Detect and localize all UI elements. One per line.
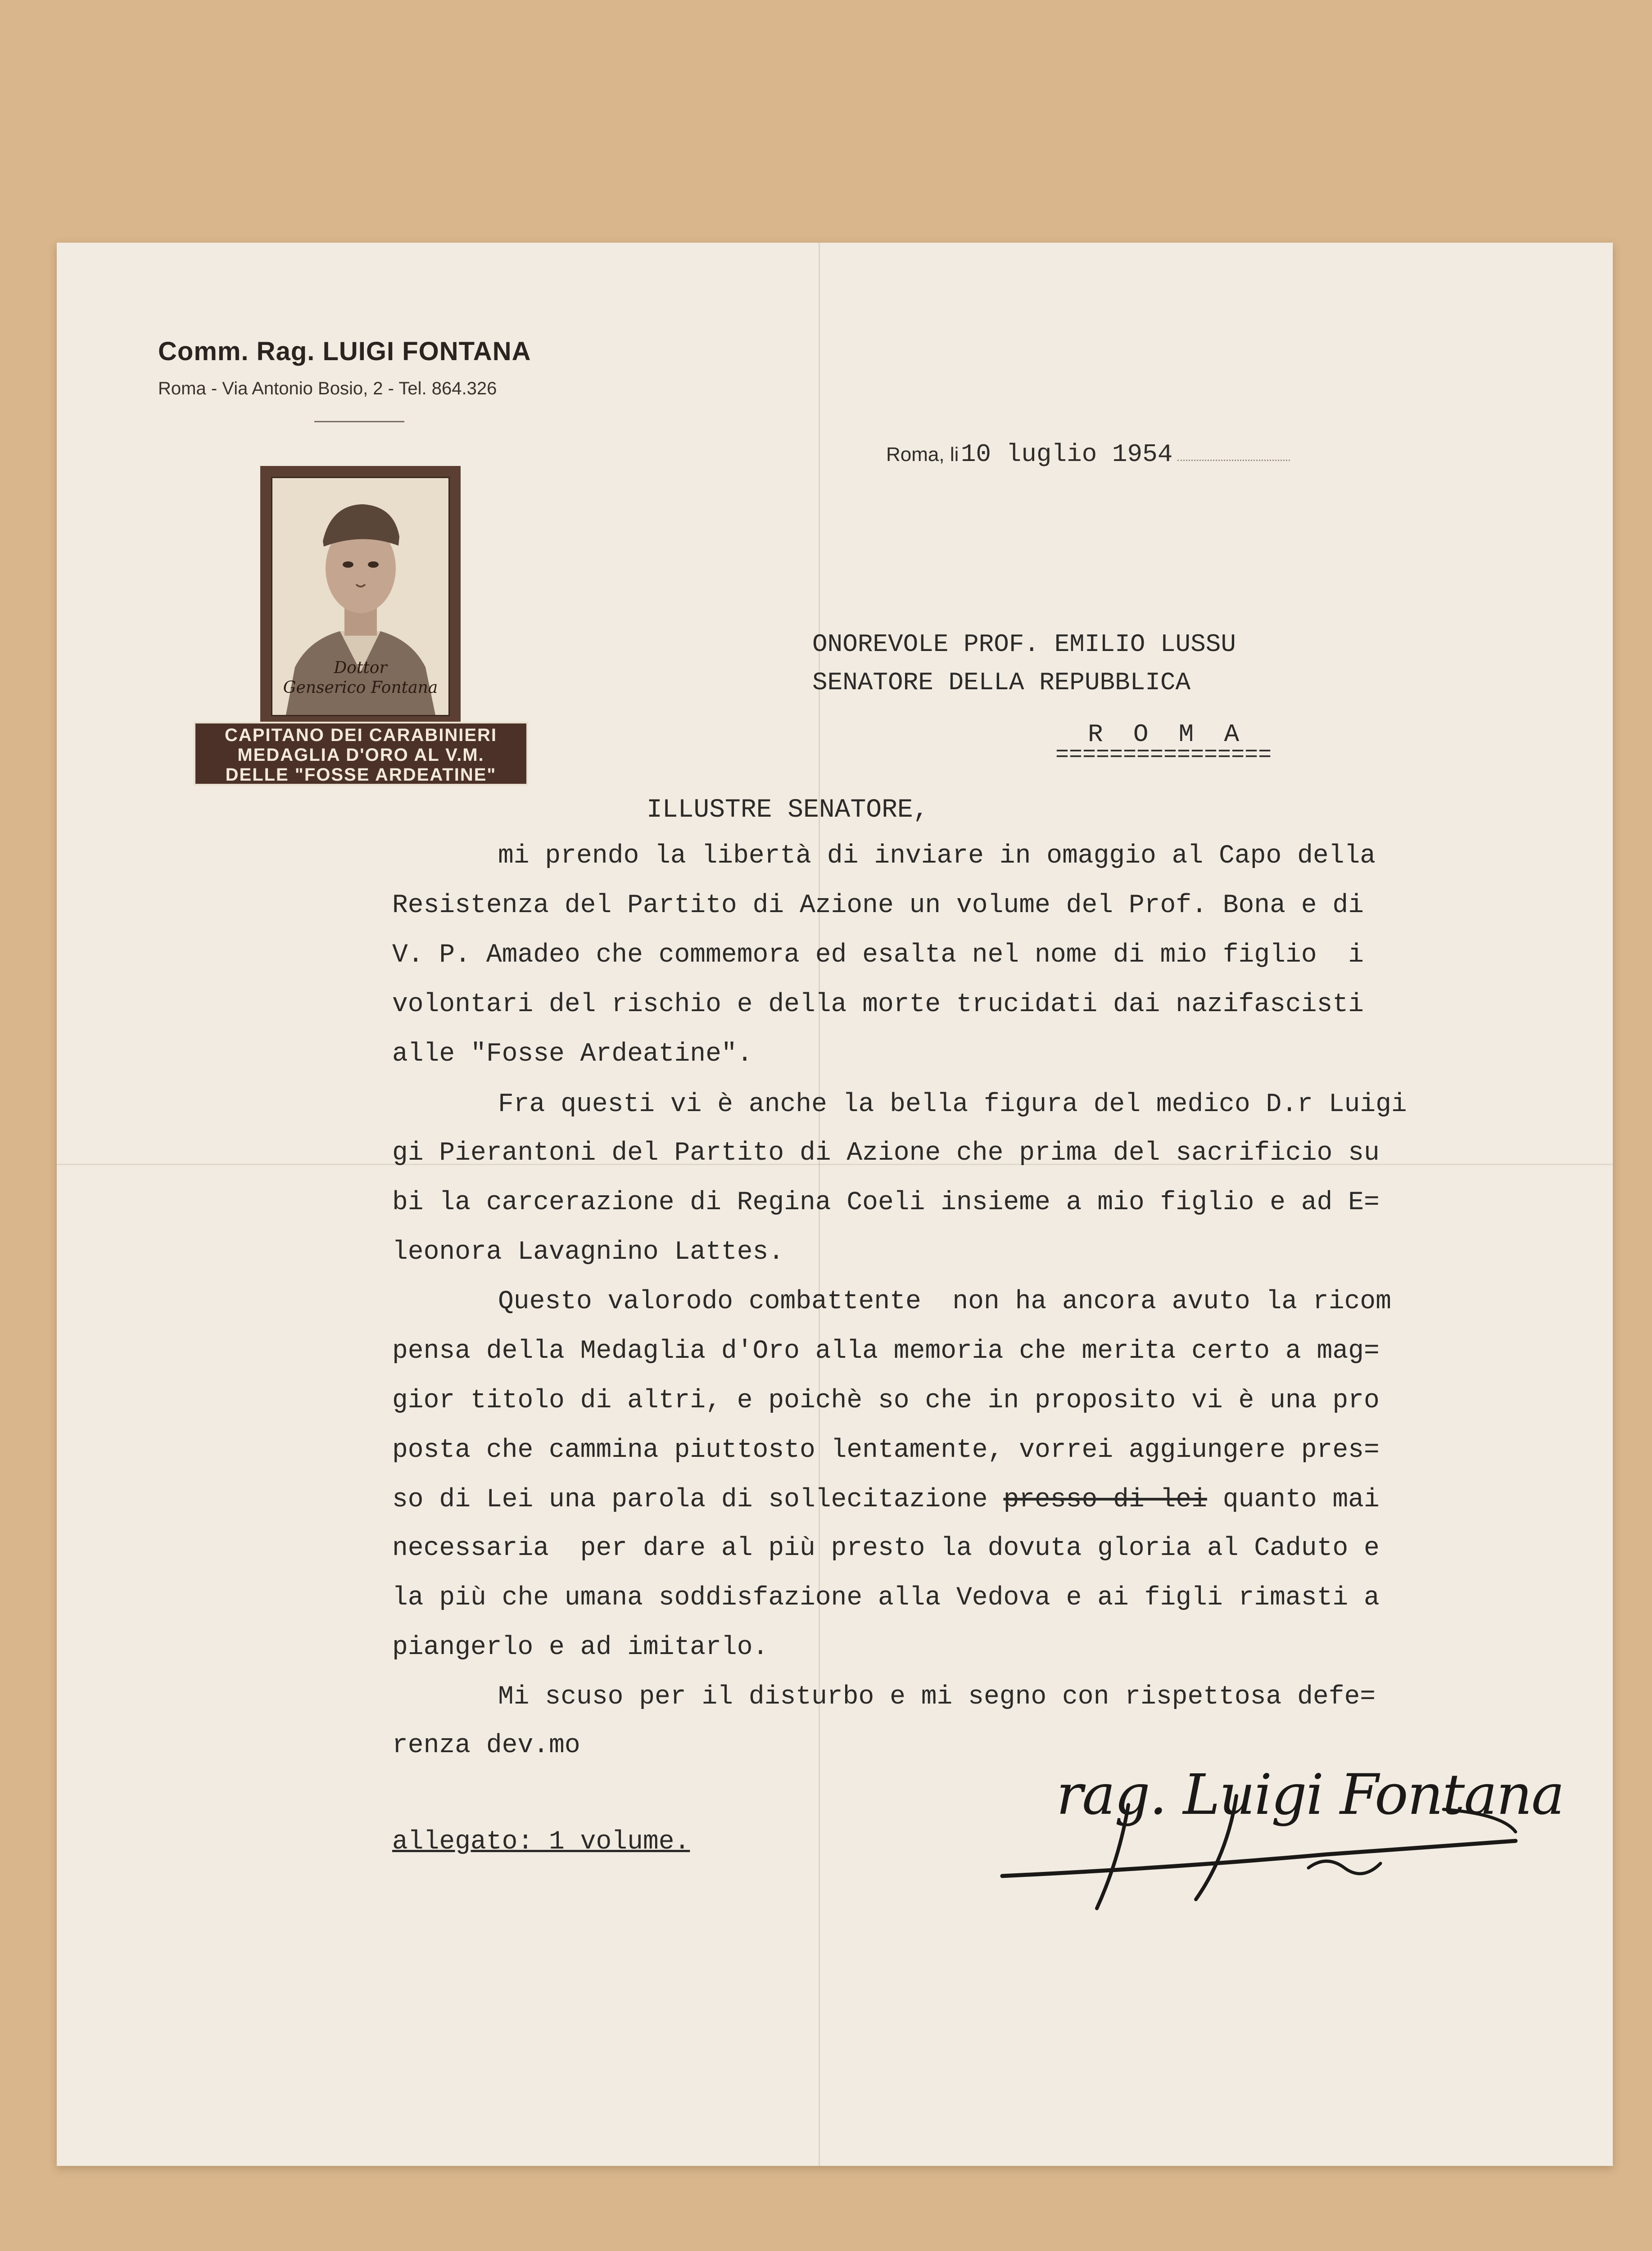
body-line: necessaria per dare al più presto la dovuta gloria al Caduto e xyxy=(392,1534,1380,1563)
body-line: Resistenza del Partito di Azione un volume del Prof. Bona e di xyxy=(392,891,1364,920)
enclosure-note: allegato: 1 volume. xyxy=(392,1827,690,1857)
letter-sheet xyxy=(57,243,1613,2166)
caption-line-place: DELLE "FOSSE ARDEATINE" xyxy=(225,765,497,785)
memorial-caption xyxy=(194,722,528,786)
portrait-photo xyxy=(271,477,450,716)
body-line: alle "Fosse Ardeatine". xyxy=(392,1040,753,1069)
recipient-underline: ================ xyxy=(1055,742,1272,768)
body-line: la più che umana soddisfazione alla Vedova e ai figli rimasti a xyxy=(392,1583,1380,1613)
struck-out-text: presso di lei xyxy=(1003,1485,1207,1514)
date-value: 10 luglio 1954 xyxy=(960,440,1173,469)
caption-line-rank: CAPITANO DEI CARABINIERI xyxy=(224,725,498,745)
body-line: posta che cammina piuttosto lentamente, vorrei aggiungere pres= xyxy=(392,1436,1380,1465)
recipient-line: SENATORE DELLA REPUBBLICA xyxy=(812,668,1191,697)
memorial-portrait-frame xyxy=(260,466,461,727)
recipient-line: ONOREVOLE PROF. EMILIO LUSSU xyxy=(812,630,1236,659)
body-line: Mi scuso per il disturbo e mi segno con rispettosa defe= xyxy=(498,1682,1376,1712)
body-line: piangerlo e ad imitarlo. xyxy=(392,1633,769,1662)
body-line: pensa della Medaglia d'Oro alla memoria che merita certo a mag= xyxy=(392,1337,1380,1366)
letter-date xyxy=(886,440,1290,469)
body-line: leonora Lavagnino Lattes. xyxy=(392,1238,784,1267)
body-line: Questo valorodo combattente non ha ancora avuto la ricom xyxy=(498,1287,1391,1316)
caption-line-medal: MEDAGLIA D'ORO AL V.M. xyxy=(237,745,484,765)
body-line: gi Pierantoni del Partito di Azione che prima del sacrificio su xyxy=(392,1139,1380,1168)
salutation: ILLUSTRE SENATORE, xyxy=(647,796,929,825)
body-line: gior titolo di altri, e poichè so che in proposito vi è una pro xyxy=(392,1386,1380,1415)
date-dotted-line xyxy=(1177,460,1290,461)
recipient-city: R O M A xyxy=(1088,720,1240,749)
body-line: V. P. Amadeo che commemora ed esalta nel nome di mio figlio i xyxy=(392,940,1364,970)
body-line: Fra questi vi è anche la bella figura del medico D.r Luigi xyxy=(498,1090,1407,1119)
handwritten-signature xyxy=(984,1719,1564,1926)
letterhead-divider xyxy=(314,421,404,422)
body-line: mi prendo la libertà di inviare in omaggio al Capo della xyxy=(498,841,1376,871)
body-line: volontari del rischio e della morte trucidati dai nazifascisti xyxy=(392,990,1364,1019)
signature-text: rag. Luigi Fontana xyxy=(1056,1763,1564,1827)
body-line: so di Lei una parola di sollecitazione presso di lei quanto mai xyxy=(392,1485,1380,1514)
portrait-handwritten-name: Dottor Genserico Fontana xyxy=(283,659,438,697)
date-label: Roma, li xyxy=(886,443,959,466)
body-line: renza dev.mo xyxy=(392,1731,580,1760)
body-line: bi la carcerazione di Regina Coeli insieme a mio figlio e ad E= xyxy=(392,1188,1380,1217)
letterhead-address: Roma - Via Antonio Bosio, 2 - Tel. 864.326 xyxy=(158,379,497,398)
letterhead-name: Comm. Rag. LUIGI FONTANA xyxy=(158,337,531,366)
